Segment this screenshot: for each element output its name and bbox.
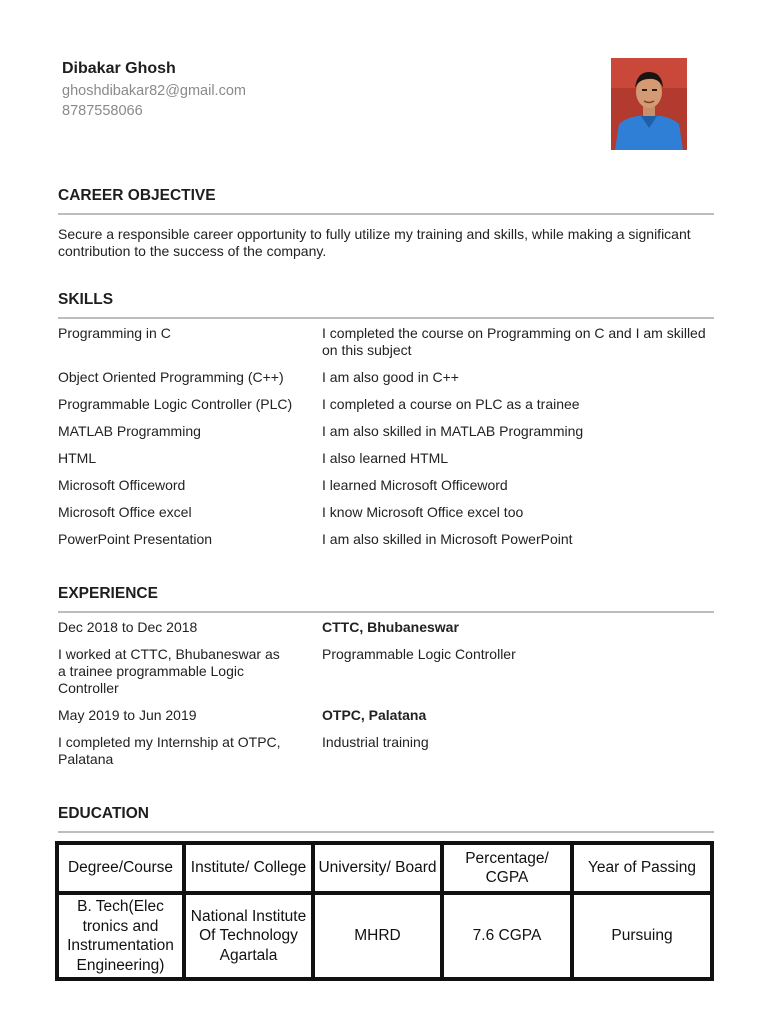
skill-desc: I completed the course on Programming on C and I am skilled on this subject (322, 325, 706, 358)
skill-name: Microsoft Officeword (58, 477, 186, 493)
education-table (55, 841, 714, 981)
profile-photo (611, 58, 687, 150)
education-header-cell: Percentage/ CGPA (442, 843, 572, 893)
experience-period: Dec 2018 to Dec 2018 (58, 619, 198, 635)
experience-role: Industrial training (322, 734, 429, 750)
experience-org: CTTC, Bhubaneswar (322, 619, 459, 635)
section-title: CAREER OBJECTIVE (58, 187, 714, 215)
experience-period: May 2019 to Jun 2019 (58, 707, 197, 723)
skill-desc: I am also skilled in Microsoft PowerPoint (322, 531, 573, 547)
skill-row (58, 369, 714, 386)
section-title: EXPERIENCE (58, 585, 714, 613)
education-cell: Pursuing (572, 893, 712, 979)
skill-row (58, 396, 714, 413)
experience-detail-row (58, 734, 714, 768)
experience-section (58, 585, 714, 768)
experience-desc: I completed my Internship at OTPC, Palatana (58, 734, 281, 767)
experience-period-row (58, 707, 714, 724)
experience-desc: I worked at CTTC, Bhubaneswar as a trainee programmable Logic Controller (58, 646, 280, 696)
skill-row (58, 423, 714, 440)
skill-name: Programmable Logic Controller (PLC) (58, 396, 293, 412)
career-objective-text: Secure a responsible career opportunity to fully utilize my training and skills, while making a significant contribution to the success of the company. (58, 226, 691, 259)
education-row (57, 893, 712, 979)
skill-name: PowerPoint Presentation (58, 531, 213, 547)
education-header-row (57, 843, 712, 893)
skill-row (58, 450, 714, 467)
experience-detail-row (58, 646, 714, 697)
phone: 8787558066 (62, 103, 143, 119)
skill-row (58, 531, 714, 548)
skill-desc: I completed a course on PLC as a trainee (322, 396, 580, 412)
skill-row (58, 325, 714, 359)
section-title: EDUCATION (58, 805, 714, 833)
education-cell: National Institute Of Technology Agartala (184, 893, 313, 979)
experience-period-row (58, 619, 714, 636)
skill-name: HTML (58, 450, 97, 466)
education-header-cell: Year of Passing (572, 843, 712, 893)
skill-desc: I also learned HTML (322, 450, 449, 466)
skill-name: MATLAB Programming (58, 423, 201, 439)
email: ghoshdibakar82@gmail.com (62, 83, 246, 99)
skill-desc: I am also good in C++ (322, 369, 459, 385)
experience-role: Programmable Logic Controller (322, 646, 516, 662)
skill-name: Programming in C (58, 325, 171, 341)
person-name: Dibakar Ghosh (62, 60, 176, 77)
skill-name: Object Oriented Programming (C++) (58, 369, 284, 385)
skill-desc: I am also skilled in MATLAB Programming (322, 423, 584, 439)
skill-name: Microsoft Office excel (58, 504, 192, 520)
education-cell: MHRD (313, 893, 442, 979)
education-cell: B. Tech(Elec tronics and Instrumentation Engineering) (57, 893, 184, 979)
skill-row (58, 477, 714, 494)
skill-desc: I learned Microsoft Officeword (322, 477, 508, 493)
skill-row (58, 504, 714, 521)
section-title: SKILLS (58, 291, 714, 319)
education-header-cell: Institute/ College (184, 843, 313, 893)
education-section (58, 805, 714, 833)
education-cell: 7.6 CGPA (442, 893, 572, 979)
header (62, 60, 246, 121)
career-objective-section (58, 187, 714, 260)
education-header-cell: University/ Board (313, 843, 442, 893)
skills-section (58, 291, 714, 548)
skill-desc: I know Microsoft Office excel too (322, 504, 524, 520)
education-header-cell: Degree/Course (57, 843, 184, 893)
experience-org: OTPC, Palatana (322, 707, 427, 723)
